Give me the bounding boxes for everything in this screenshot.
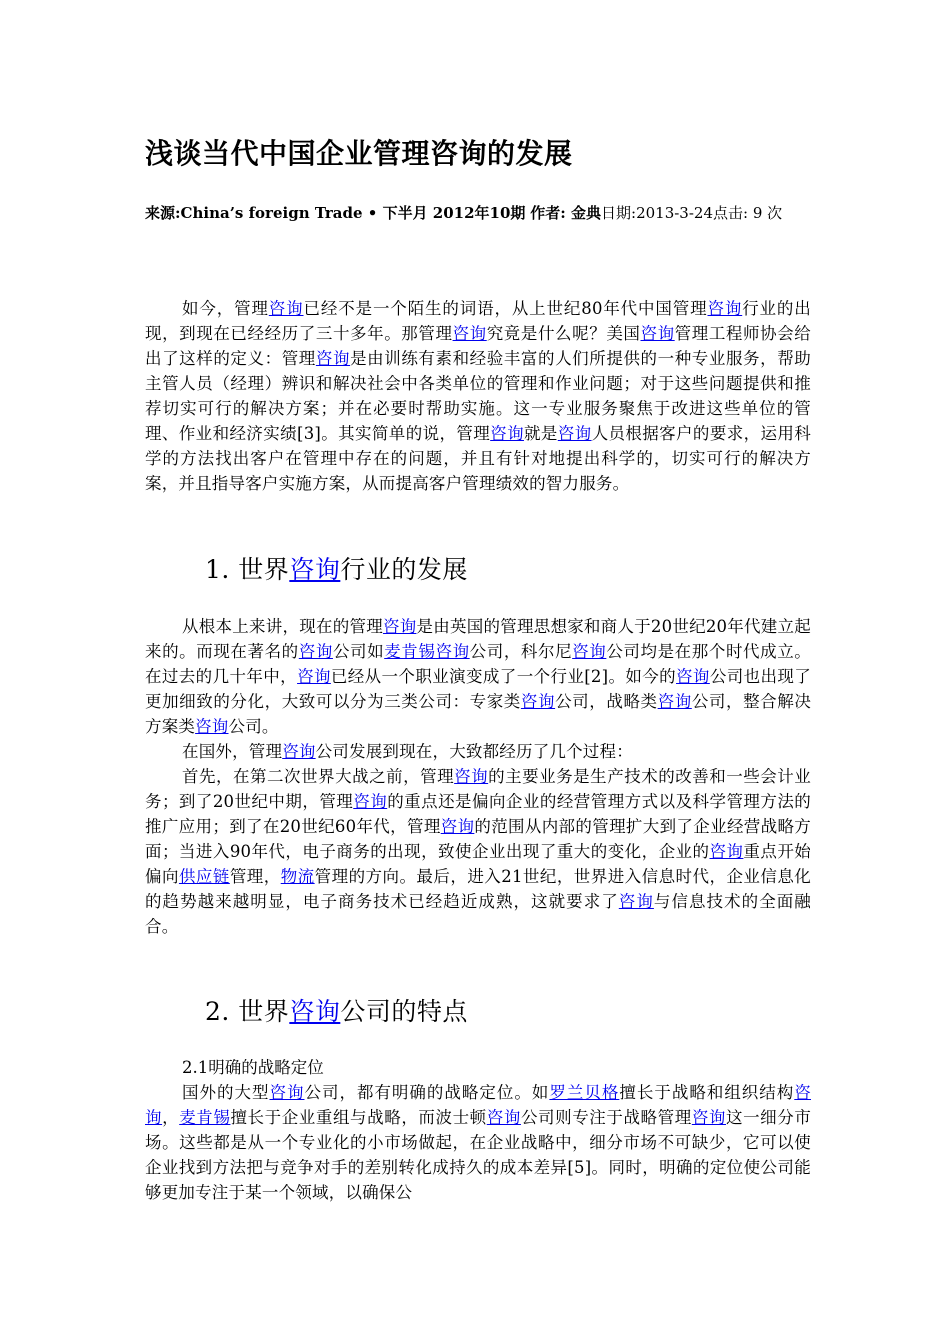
keyword-link[interactable]: 咨询 — [709, 842, 744, 861]
text-run: 1. 世界 — [205, 555, 290, 584]
paragraph-stages — [145, 764, 811, 939]
keyword-link[interactable]: 咨询 — [618, 892, 654, 911]
keyword-link[interactable]: 咨询 — [572, 642, 607, 661]
keyword-link[interactable]: 咨询 — [640, 324, 675, 343]
keyword-link[interactable]: 咨询 — [145, 1083, 811, 1127]
subheading-2-1: 2.1明确的战略定位 — [182, 1058, 324, 1077]
text-run: 国外的大型 — [182, 1083, 270, 1102]
author-label: 作者: — [530, 204, 571, 222]
text-run: 行业的出现，到现在已经经历了三十多年。那管理 — [145, 299, 811, 343]
text-run: 是由英国的管理思想家和商人于20世纪20年代建立起来的。而现在著名的 — [145, 617, 811, 661]
text-run: 是由训练有素和经验丰富的人们所提供的一种专业服务，帮助主管人员（经理）辨识和解决社会中各类单位的管理和作业问题；对于这些问题提供和推荐切实可行的解决方案；并在必要时帮助实施。这一专业服务聚焦于改进这些单位的管理、作业和经济实绩[3]。其实简单的说，管理 — [145, 349, 812, 443]
clicks-label: 点击: — [713, 204, 753, 222]
text-run: 行业的发展 — [340, 555, 468, 584]
keyword-link[interactable]: 咨询 — [289, 555, 341, 584]
text-run: 的重点还是偏向企业的经营管理方式以及科学管理方法的推广应用；到了在20世纪60年代，管理 — [145, 792, 811, 836]
text-run: 擅长于战略和组织结构 — [619, 1083, 795, 1102]
text-run: 公司也出现了更加细致的分化，大致可以分为三类公司：专家类 — [145, 667, 812, 711]
keyword-link[interactable]: 咨询 — [454, 767, 489, 786]
text-run: 人员根据客户的要求，运用科学的方法找出客户在管理中存在的问题，并且有针对地提出科学的，切实可行的解决方案，并且指导客户实施方案，从而提高客户管理绩效的智力服务。 — [145, 424, 811, 493]
article-meta — [145, 201, 805, 225]
keyword-link[interactable]: 麦肯锡 — [384, 642, 436, 661]
keyword-link[interactable]: 咨询 — [269, 1083, 305, 1102]
keyword-link[interactable]: 咨询 — [353, 792, 388, 811]
text-run: 公司发展到现在，大致都经历了几个过程： — [315, 742, 633, 761]
text-run: 已经从一个职业演变成了一个行业[2]。如今的 — [330, 667, 677, 686]
keyword-link[interactable]: 罗兰贝格 — [549, 1083, 620, 1102]
keyword-link[interactable]: 咨询 — [195, 717, 229, 736]
text-run: 已经不是一个陌生的词语，从上世纪80年代中国管理 — [303, 299, 708, 318]
keyword-link[interactable]: 供应链 — [178, 867, 230, 886]
text-run: 公司均是在那个时代成立。在过去的几十年中， — [145, 642, 811, 686]
text-run: 2. 世界 — [205, 997, 290, 1026]
keyword-link[interactable]: 咨询 — [486, 1108, 521, 1127]
keyword-link[interactable]: 咨询 — [435, 642, 470, 661]
keyword-link[interactable]: 咨询 — [490, 424, 524, 443]
keyword-link[interactable]: 麦肯锡 — [179, 1108, 231, 1127]
keyword-link[interactable]: 咨询 — [315, 349, 351, 368]
text-run: 从根本上来讲，现在的管理 — [182, 617, 383, 636]
paragraph-overseas — [145, 739, 811, 764]
source-label: 来源: — [145, 204, 181, 222]
keyword-link[interactable]: 咨询 — [520, 692, 556, 711]
text-run: 公司。 — [228, 717, 279, 736]
text-run: 公司，整合解决方案类 — [145, 692, 812, 736]
author-value: 金典 — [570, 204, 601, 222]
keyword-link[interactable]: 咨询 — [268, 299, 304, 318]
paragraph-strategy — [145, 1080, 811, 1205]
keyword-link[interactable]: 咨询 — [382, 617, 417, 636]
text-run: 就是 — [523, 424, 558, 443]
text-run: 这一细分市场。这些都是从一个专业化的小市场做起，在企业战略中，细分市场不可缺少，它可以使企业找到方法把与竞争对手的差别转化成持久的成本差异[5]。同时，明确的定位使公司能够更加专注于某一个领域，以确保公 — [145, 1108, 812, 1202]
paragraph-history — [145, 614, 811, 739]
date-label: 日期: — [601, 204, 637, 222]
text-run: 公司，都有明确的战略定位。如 — [304, 1083, 550, 1102]
text-run: 公司则专注于战略管理 — [520, 1108, 692, 1127]
keyword-link[interactable]: 咨询 — [289, 997, 341, 1026]
text-run: 管理工程师协会给出了这样的定义：管理 — [145, 324, 811, 368]
text-run: 管理， — [229, 867, 281, 886]
text-run: 管理的方向。最后，进入21世纪，世界进入信息时代，企业信息化的趋势越来越明显，电子商务技术已经趋近成熟，这就要求了 — [145, 867, 811, 911]
keyword-link[interactable]: 咨询 — [676, 667, 710, 686]
keyword-link[interactable]: 咨询 — [282, 742, 316, 761]
heading-section-1 — [205, 550, 468, 586]
keyword-link[interactable]: 咨询 — [707, 299, 743, 318]
text-run: ， — [162, 1108, 180, 1127]
text-run: 的主要业务是生产技术的改善和一些会计业务；到了20世纪中期，管理 — [145, 767, 811, 811]
keyword-link[interactable]: 咨询 — [557, 424, 592, 443]
keyword-link[interactable]: 咨询 — [657, 692, 692, 711]
keyword-link[interactable]: 物流 — [280, 867, 315, 886]
text-run: 公司的特点 — [340, 997, 468, 1026]
keyword-link[interactable]: 咨询 — [298, 642, 333, 661]
text-run: 在国外，管理 — [182, 742, 283, 761]
keyword-link[interactable]: 咨询 — [440, 817, 475, 836]
keyword-link[interactable]: 咨询 — [452, 324, 487, 343]
date-value: 2013-3-24 — [636, 204, 714, 222]
article-title: 浅谈当代中国企业管理咨询的发展 — [145, 137, 573, 170]
paragraph-intro — [145, 296, 811, 496]
text-run: 与信息技术的全面融合。 — [145, 892, 811, 936]
keyword-link[interactable]: 咨询 — [691, 1108, 726, 1127]
text-run: 公司，科尔尼 — [469, 642, 573, 661]
text-run: 的范围从内部的管理扩大到了企业经营战略方面；当进入90年代，电子商务的出现，致使企业出现了重大的变化，企业的 — [145, 817, 812, 861]
source-value: China’s foreign Trade • 下半月 2012年10期 — [180, 204, 526, 222]
text-run: 究竟是什么呢？美国 — [486, 324, 641, 343]
clicks-value: 9 次 — [752, 204, 783, 222]
text-run: 公司，战略类 — [555, 692, 658, 711]
text-run: 首先，在第二次世界大战之前，管理 — [182, 767, 455, 786]
text-run: 如今，管理 — [182, 299, 269, 318]
text-run: 擅长于企业重组与战略，而波士顿 — [230, 1108, 487, 1127]
text-run: 公司如 — [332, 642, 385, 661]
text-run: 重点开始偏向 — [145, 842, 811, 886]
keyword-link[interactable]: 咨询 — [297, 667, 331, 686]
heading-section-2 — [205, 992, 468, 1028]
